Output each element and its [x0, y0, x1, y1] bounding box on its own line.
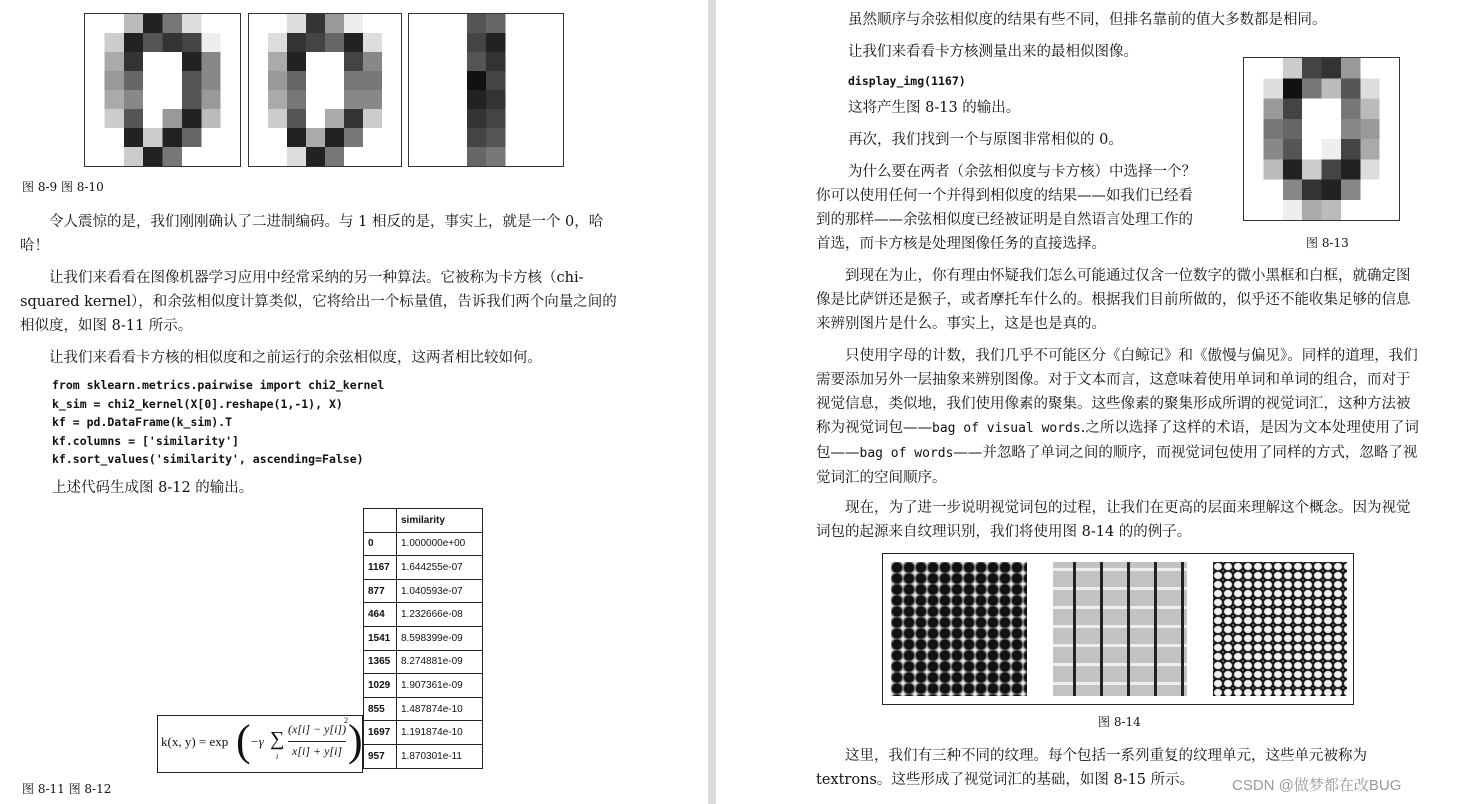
- page-gutter: [708, 0, 716, 804]
- table-header-similarity: similarity: [397, 509, 483, 533]
- row-value: 1.644255e-07: [397, 556, 483, 580]
- paragraph-again: 再次，我们找到一个与原图非常相似的 0。: [848, 132, 1123, 148]
- row-index: 1029: [364, 674, 397, 698]
- paragraph-output-13: 这将产生图 8-13 的输出。: [848, 100, 1021, 116]
- row-value: 1.191874e-10: [397, 721, 483, 745]
- formula-open-paren: (: [236, 716, 251, 765]
- table-row: [364, 650, 483, 674]
- figure-caption-8-11-8-12: 图 8-11 图 8-12: [22, 782, 112, 796]
- figure-caption-8-13: 图 8-13: [1306, 236, 1349, 250]
- formula-lhs: k(x, y) = exp: [161, 734, 229, 749]
- formula-gamma: −γ: [250, 734, 264, 749]
- table-row: [364, 744, 483, 768]
- formula-numerator: (x[i] − y[i]): [288, 722, 347, 736]
- formula-fraction-bar: [288, 741, 346, 742]
- row-index: 464: [364, 603, 397, 627]
- table-row: [364, 697, 483, 721]
- watermark-text: CSDN @做梦都在改BUG: [1232, 777, 1402, 794]
- formula-sum-index: i: [276, 752, 279, 761]
- paragraph-binary: 令人震惊的是，我们刚刚确认了二进制编码。与 1 相反的是，事实上，就是一个 0，哈哈！: [20, 214, 604, 254]
- row-index: 1541: [364, 626, 397, 650]
- right-page: [716, 0, 1458, 804]
- row-index: 1697: [364, 721, 397, 745]
- paragraph-why-line: 你可以使用任何一个并得到相似度的结果——如我们已经看: [816, 188, 1193, 204]
- table-header-index: [364, 509, 397, 533]
- code-line: from sklearn.metrics.pairwise import chi2_kernel: [52, 378, 385, 392]
- digit-image-zero-result: [1243, 57, 1400, 221]
- similarity-table: [363, 508, 483, 769]
- table-row: [364, 721, 483, 745]
- digit-image-zero-b: [248, 13, 402, 167]
- row-value: 1.232666e-08: [397, 603, 483, 627]
- texture-bricks-image: [1053, 562, 1187, 696]
- paragraph-why-line: 首选，而卡方核是处理图像任务的直接选择。: [816, 236, 1106, 252]
- paragraph-textrons: 这里，我们有三种不同的纹理。每个包括一系列重复的纹理单元，这些单元被称为 textrons。这些形成了视觉词汇的基础，如图 8-15 所示。: [816, 748, 1367, 788]
- digit-image-zero-a: [84, 13, 241, 167]
- table-row: [364, 579, 483, 603]
- formula-exponent: 2: [344, 716, 348, 725]
- table-row: [364, 532, 483, 556]
- digit-image-one: [408, 13, 564, 167]
- figure-caption-8-9-8-10: 图 8-9 图 8-10: [22, 180, 104, 194]
- row-index: 0: [364, 532, 397, 556]
- row-value: 1.000000e+00: [397, 532, 483, 556]
- row-index: 1365: [364, 650, 397, 674]
- paragraph-output: 上述代码生成图 8-12 的输出。: [52, 480, 254, 496]
- code-line: k_sim = chi2_kernel(X[0].reshape(1,-1), X): [52, 396, 343, 411]
- formula-denominator: x[i] + y[i]: [292, 744, 343, 758]
- row-value: 1.907361e-09: [397, 674, 483, 698]
- paragraph-chi-squared: 让我们来看看在图像机器学习应用中经常采纳的另一种算法。它被称为卡方核（chi-squared kernel），和余弦相似度计算类似，它将给出一个标量值，告诉我们两个向量之间的相似度，如图 8-11 所示。: [20, 270, 617, 334]
- texture-figure: [882, 553, 1354, 705]
- paragraph-bag-of-words-part-a: 只使用字母的计数，我们几乎不可能区分《白鲸记》和《傲慢与偏见》。同样的道理，我们需要添加另外一层抽象来辨别图像。对于文本而言，这意味着使用单词和单词的组合，而对于视觉信息，类似地，我们使用像素的聚集。这些像素的聚集形成所谓的视觉词汇，这种方法被称为视觉词包——: [816, 348, 1418, 436]
- texture-dots-image: [891, 562, 1027, 696]
- paragraph-texture: 现在，为了进一步说明视觉词包的过程，让我们在更高的层面来理解这个概念。因为视觉词包的起源来自纹理识别，我们将使用图 8-14 的的例子。: [816, 500, 1411, 540]
- term-bag-of-words: bag of words: [859, 446, 954, 461]
- code-display-img: display_img(1167): [848, 74, 966, 88]
- formula-sum-symbol: ∑: [270, 728, 285, 750]
- texture-mesh-image: [1213, 562, 1347, 696]
- table-row: [364, 556, 483, 580]
- row-value: 1.870301e-11: [397, 744, 483, 768]
- paragraph-bag-of-words-part-c: ——并忽略了单词之间的顺序，而视觉词包使用了同样的方式，忽略了视觉词汇的空间顺序。: [816, 445, 1418, 486]
- table-row: [364, 626, 483, 650]
- row-value: 8.274881e-09: [397, 650, 483, 674]
- paragraph-chi-look: 让我们来看看卡方核测量出来的最相似图像。: [848, 44, 1138, 60]
- paragraph-doubt: 到现在为止，你有理由怀疑我们怎么可能通过仅含一位数字的微小黑框和白框，就确定图像是比萨饼还是猴子，或者摩托车什么的。根据我们目前所做的，似乎还不能收集足够的信息来辨别图片是什么。事实上，这是也是真的。: [816, 268, 1411, 332]
- table-row: [364, 674, 483, 698]
- paragraph-bag-of-words-part-b: .之所以选择了这样的术语，是因为文本处理使用了词包——: [816, 420, 1419, 461]
- code-line: kf.columns = ['similarity']: [52, 433, 239, 448]
- code-line: kf.sort_values('similarity', ascending=False): [52, 452, 364, 466]
- paragraph-why-line: 到的那样——余弦相似度已经被证明是自然语言处理工作的: [816, 212, 1193, 228]
- row-value: 8.598399e-09: [397, 626, 483, 650]
- table-row: [364, 603, 483, 627]
- left-page: [0, 0, 708, 804]
- paragraph-why-line: 为什么要在两者（余弦相似度与卡方核）中选择一个？: [848, 164, 1196, 180]
- term-bag-of-visual-words: bag of visual words: [932, 421, 1081, 436]
- paragraph-compare: 让我们来看看卡方核的相似度和之前运行的余弦相似度，这两者相比较如何。: [49, 350, 542, 366]
- paragraph-rank: 虽然顺序与余弦相似度的结果有些不同，但排名靠前的值大多数都是相同。: [848, 12, 1327, 28]
- chi-squared-formula: [157, 715, 363, 773]
- formula-close-paren: ): [348, 716, 363, 765]
- row-index: 1167: [364, 556, 397, 580]
- code-line: kf = pd.DataFrame(k_sim).T: [52, 415, 233, 429]
- row-value: 1.487874e-10: [397, 697, 483, 721]
- table-header-row: [364, 509, 483, 533]
- row-value: 1.040593e-07: [397, 579, 483, 603]
- row-index: 957: [364, 744, 397, 768]
- paragraph-bag-of-words: [816, 344, 1424, 490]
- row-index: 855: [364, 697, 397, 721]
- row-index: 877: [364, 579, 397, 603]
- figure-caption-8-14: 图 8-14: [1098, 715, 1141, 729]
